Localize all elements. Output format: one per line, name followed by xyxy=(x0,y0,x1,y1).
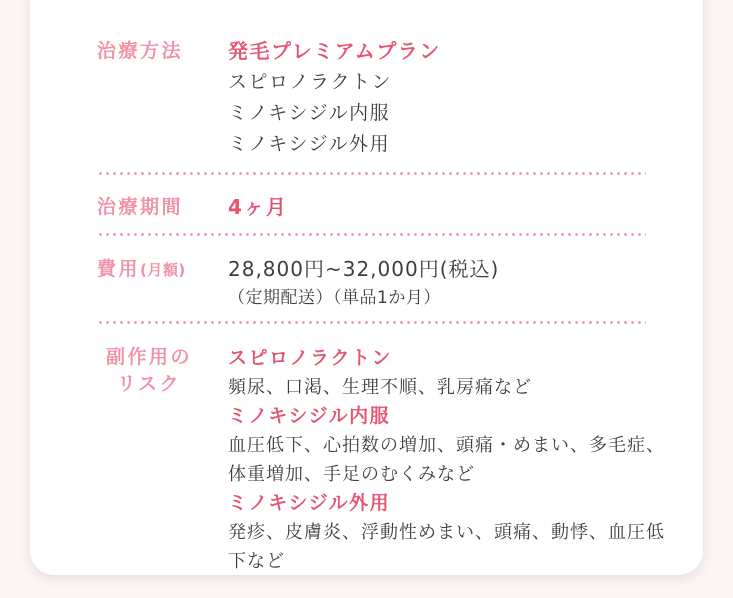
side-effect-list: 頻尿、口渇、生理不順、乳房痛など xyxy=(228,377,532,398)
plan-item: スピロノラクトン xyxy=(228,71,393,93)
treatment-period-value: 4ヶ月 xyxy=(228,195,288,219)
treatment-period-row xyxy=(97,195,683,219)
cost-values xyxy=(228,255,683,313)
cost-label-note: (月額) xyxy=(140,261,186,279)
treatment-method-values xyxy=(228,36,683,160)
side-effect-drug-name: ミノキシジル外用 xyxy=(228,492,391,514)
cost-label: 費用 xyxy=(97,258,141,280)
plan-item: ミノキシジル内服 xyxy=(228,102,391,124)
side-effects-label-col xyxy=(97,344,228,398)
cost-label-col xyxy=(97,255,228,284)
side-effects-label-line1: 副作用の xyxy=(105,346,192,368)
treatment-method-label-col xyxy=(97,36,228,67)
cost-row xyxy=(97,255,683,313)
treatment-method-label: 治療方法 xyxy=(97,40,184,62)
side-effect-list: 血圧低下、心拍数の増加、頭痛・めまい、多毛症、体重増加、手足のむくみなど xyxy=(228,435,665,485)
side-effect-drug-name: ミノキシジル内服 xyxy=(228,405,391,427)
cost-price: 28,800円~32,000円(税込) xyxy=(228,257,500,281)
card-content xyxy=(30,0,703,576)
treatment-info-card xyxy=(30,0,703,575)
side-effects-label xyxy=(97,344,201,398)
side-effects-values xyxy=(228,344,683,576)
side-effect-list: 発疹、皮膚炎、浮動性めまい、頭痛、動悸、血圧低下など xyxy=(228,522,665,572)
side-effects-row xyxy=(97,344,683,576)
treatment-period-values xyxy=(228,195,683,219)
treatment-period-label: 治療期間 xyxy=(97,196,184,218)
treatment-period-label-col xyxy=(97,195,228,219)
treatment-method-row xyxy=(97,36,683,160)
plan-name: 発毛プレミアムプラン xyxy=(228,39,441,63)
side-effects-label-line2: リスク xyxy=(116,373,182,395)
dotted-divider xyxy=(97,172,646,175)
plan-item: ミノキシジル外用 xyxy=(228,133,391,155)
cost-note: （定期配送）（単品1か月） xyxy=(228,288,441,308)
dotted-divider xyxy=(97,321,646,324)
side-effect-drug-name: スピロノラクトン xyxy=(228,347,393,369)
dotted-divider xyxy=(97,233,646,236)
